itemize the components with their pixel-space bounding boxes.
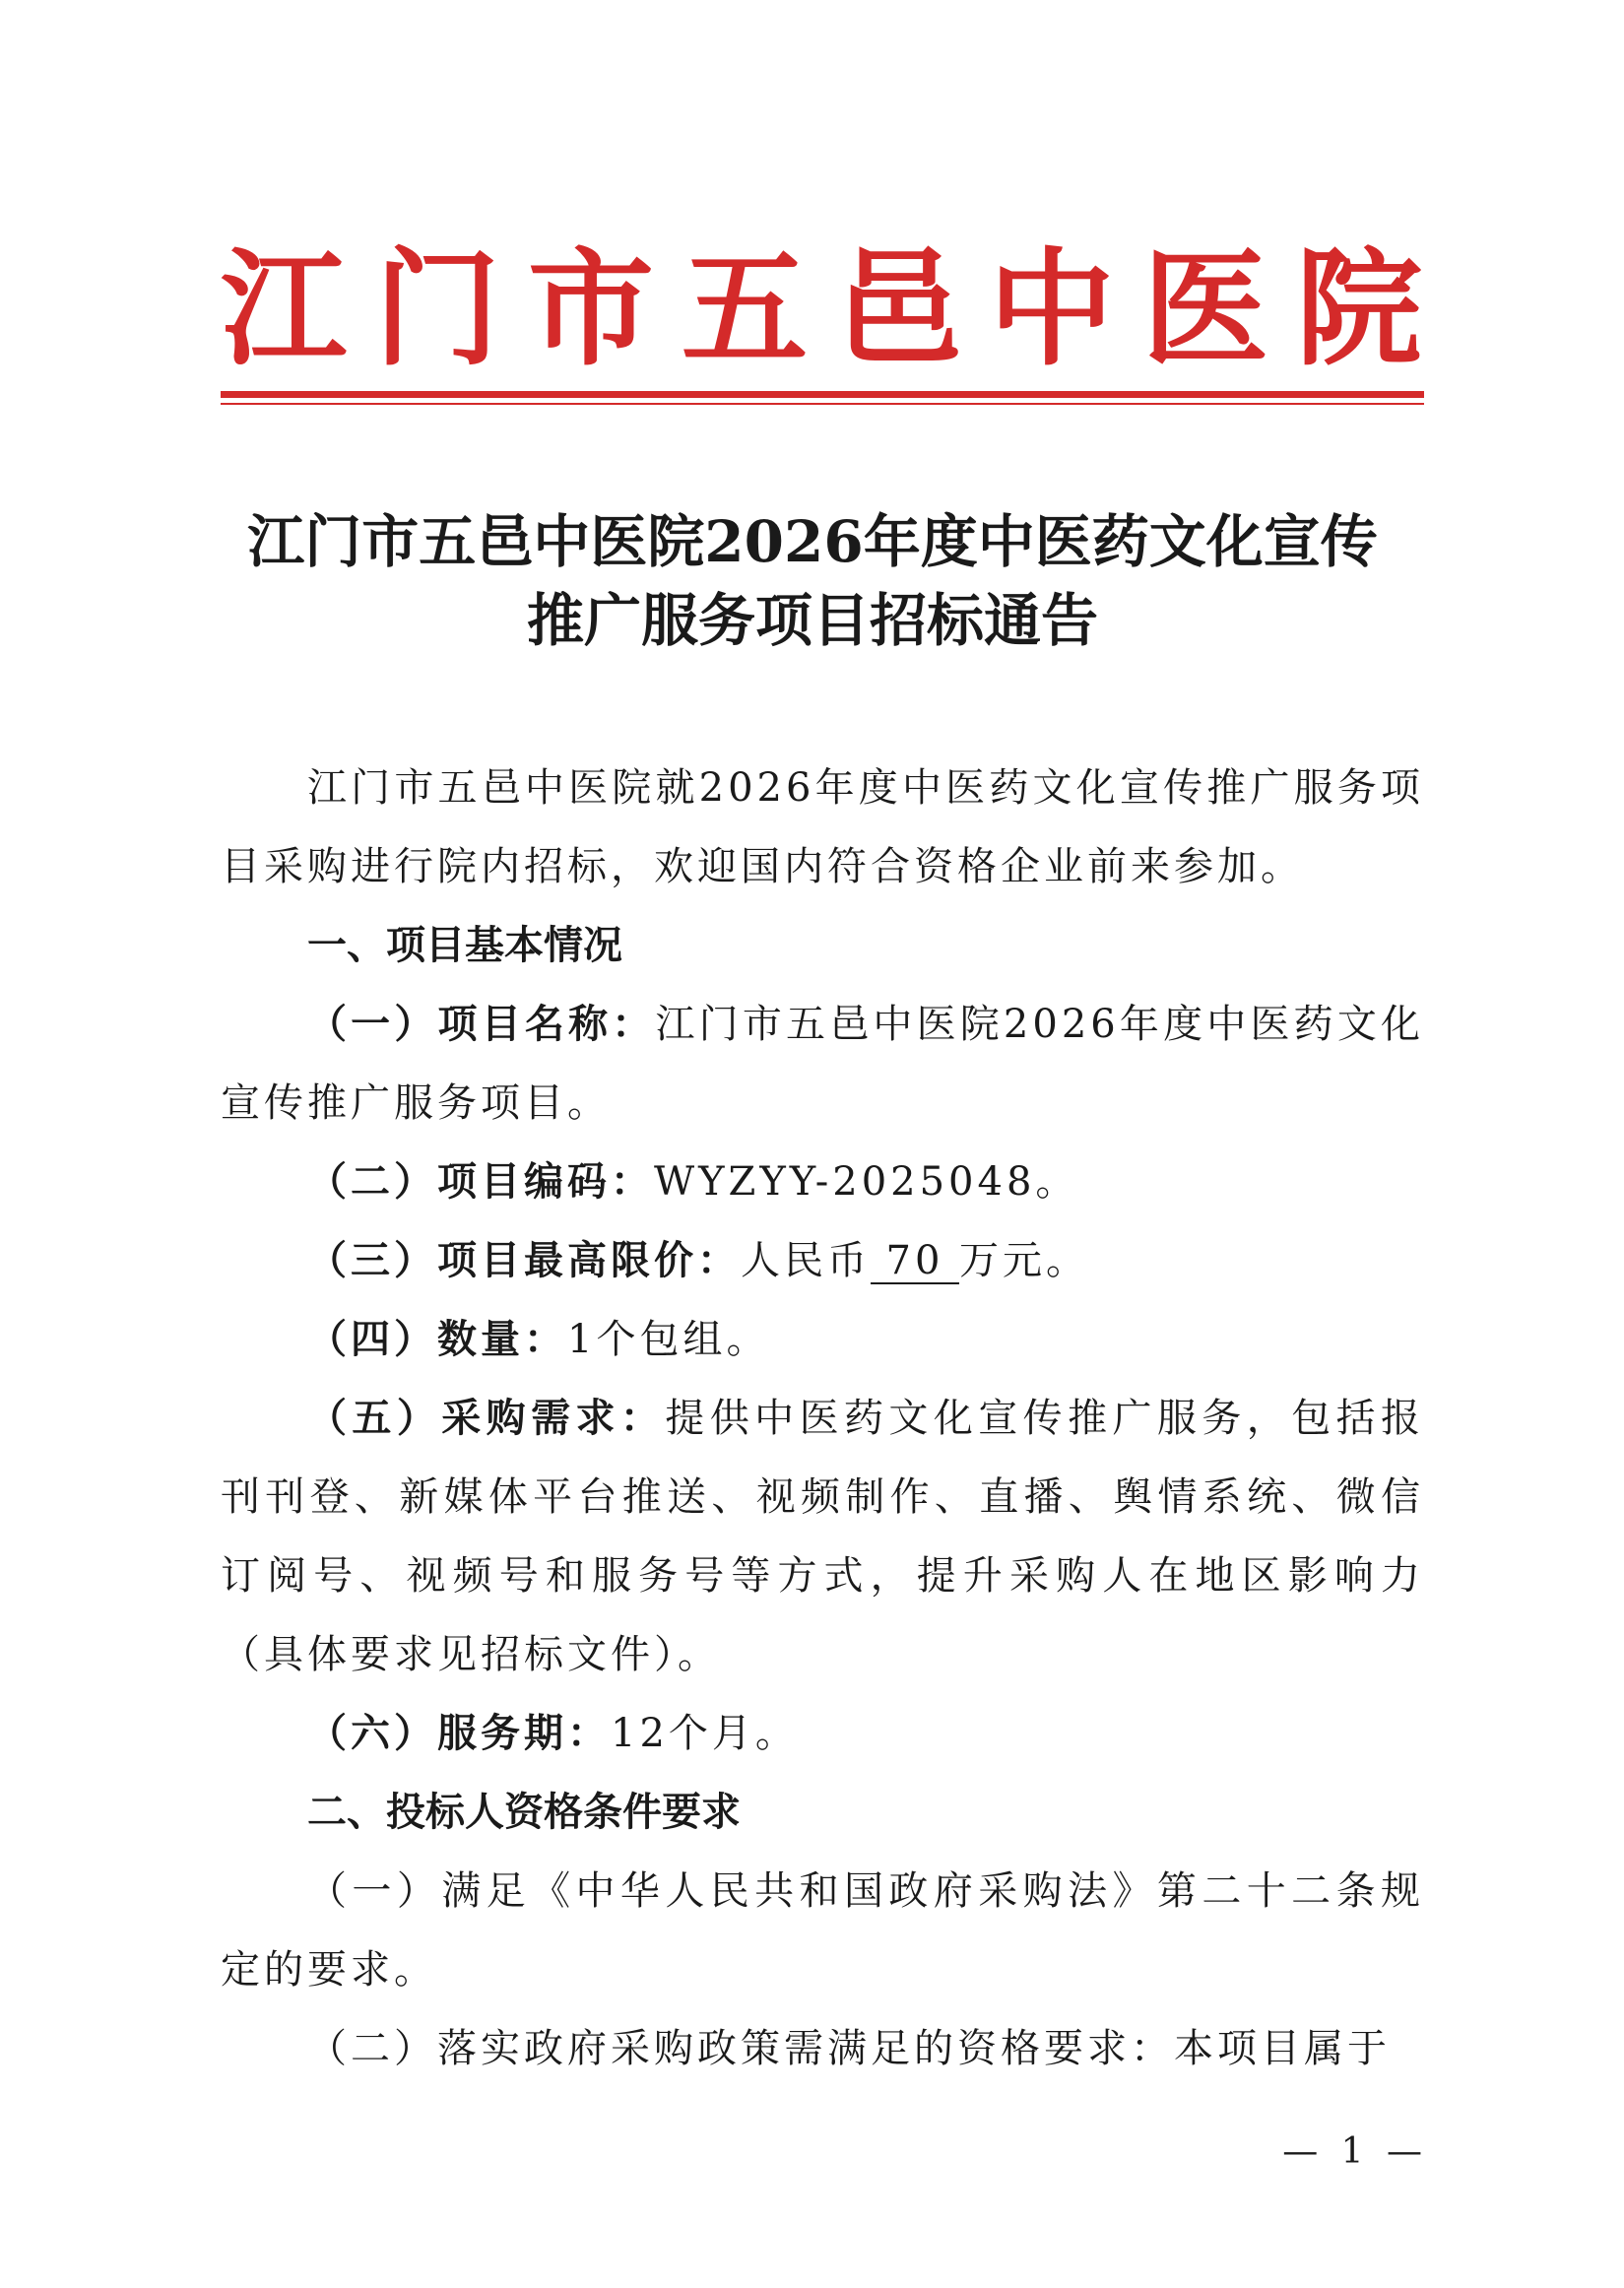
item-label: （四）数量： [307,1316,567,1362]
org-char: 院 [1295,236,1422,383]
org-char: 门 [373,236,500,383]
item-quantity [221,1300,1424,1379]
org-char: 邑 [834,236,961,383]
org-char: 医 [1141,236,1268,383]
organization-header [221,236,1422,384]
price-prefix: 人民币 [741,1238,871,1283]
section2-heading: 二、投标人资格条件要求 [307,1790,741,1835]
org-char: 五 [681,236,808,383]
qualification-item-2: （二）落实政府采购政策需满足的资格要求：本项目属于 [307,2026,1391,2071]
qualification-item-1: （一）满足《中华人民共和国政府采购法》第二十二条规定的要求。 [221,1868,1424,1993]
item-label: （二）项目编码： [307,1158,654,1205]
header-rule-thick [221,391,1424,398]
item-value: 12个月。 [611,1711,799,1756]
price-suffix: 万元。 [959,1238,1089,1283]
item-label: （五）采购需求： [307,1395,666,1441]
item-value: WYZYY-2025048。 [654,1159,1079,1205]
org-char: 市 [527,236,654,383]
section1-heading: 一、项目基本情况 [307,923,622,968]
item-service-period [221,1694,1424,1773]
document-title-line2: 推广服务项目招标通告 [526,587,1098,654]
org-char: 江 [221,236,348,383]
item-project-name [221,985,1424,1143]
intro-paragraph: 江门市五邑中医院就2026年度中医药文化宣传推广服务项目采购进行院内招标，欢迎国内符合资格企业前来参加。 [221,765,1424,889]
page-number: — 1 — [1282,2131,1428,2172]
item-value: 1个包组。 [567,1317,770,1362]
item-label: （三）项目最高限价： [307,1237,741,1283]
item-label: （一）项目名称： [307,1001,656,1047]
item-label: （六）服务期： [307,1710,611,1756]
item-procurement-needs [221,1379,1424,1694]
item-max-price [221,1221,1424,1300]
item-value: 江门市五邑中医院2026年度中医药文化宣传推广服务项目。 [221,1002,1425,1126]
price-amount: 70 [871,1239,959,1284]
item-project-code [221,1143,1424,1221]
document-title-line1: 江门市五邑中医院2026年度中医药文化宣传 [247,508,1378,575]
header-rule-thin [221,403,1424,405]
org-char: 中 [988,236,1115,383]
item-value: 提供中医药文化宣传推广服务，包括报刊刊登、新媒体平台推送、视频制作、直播、舆情系统、微信订阅号、视频号和服务号等方式，提升采购人在地区影响力（具体要求见招标文件）。 [221,1396,1425,1677]
